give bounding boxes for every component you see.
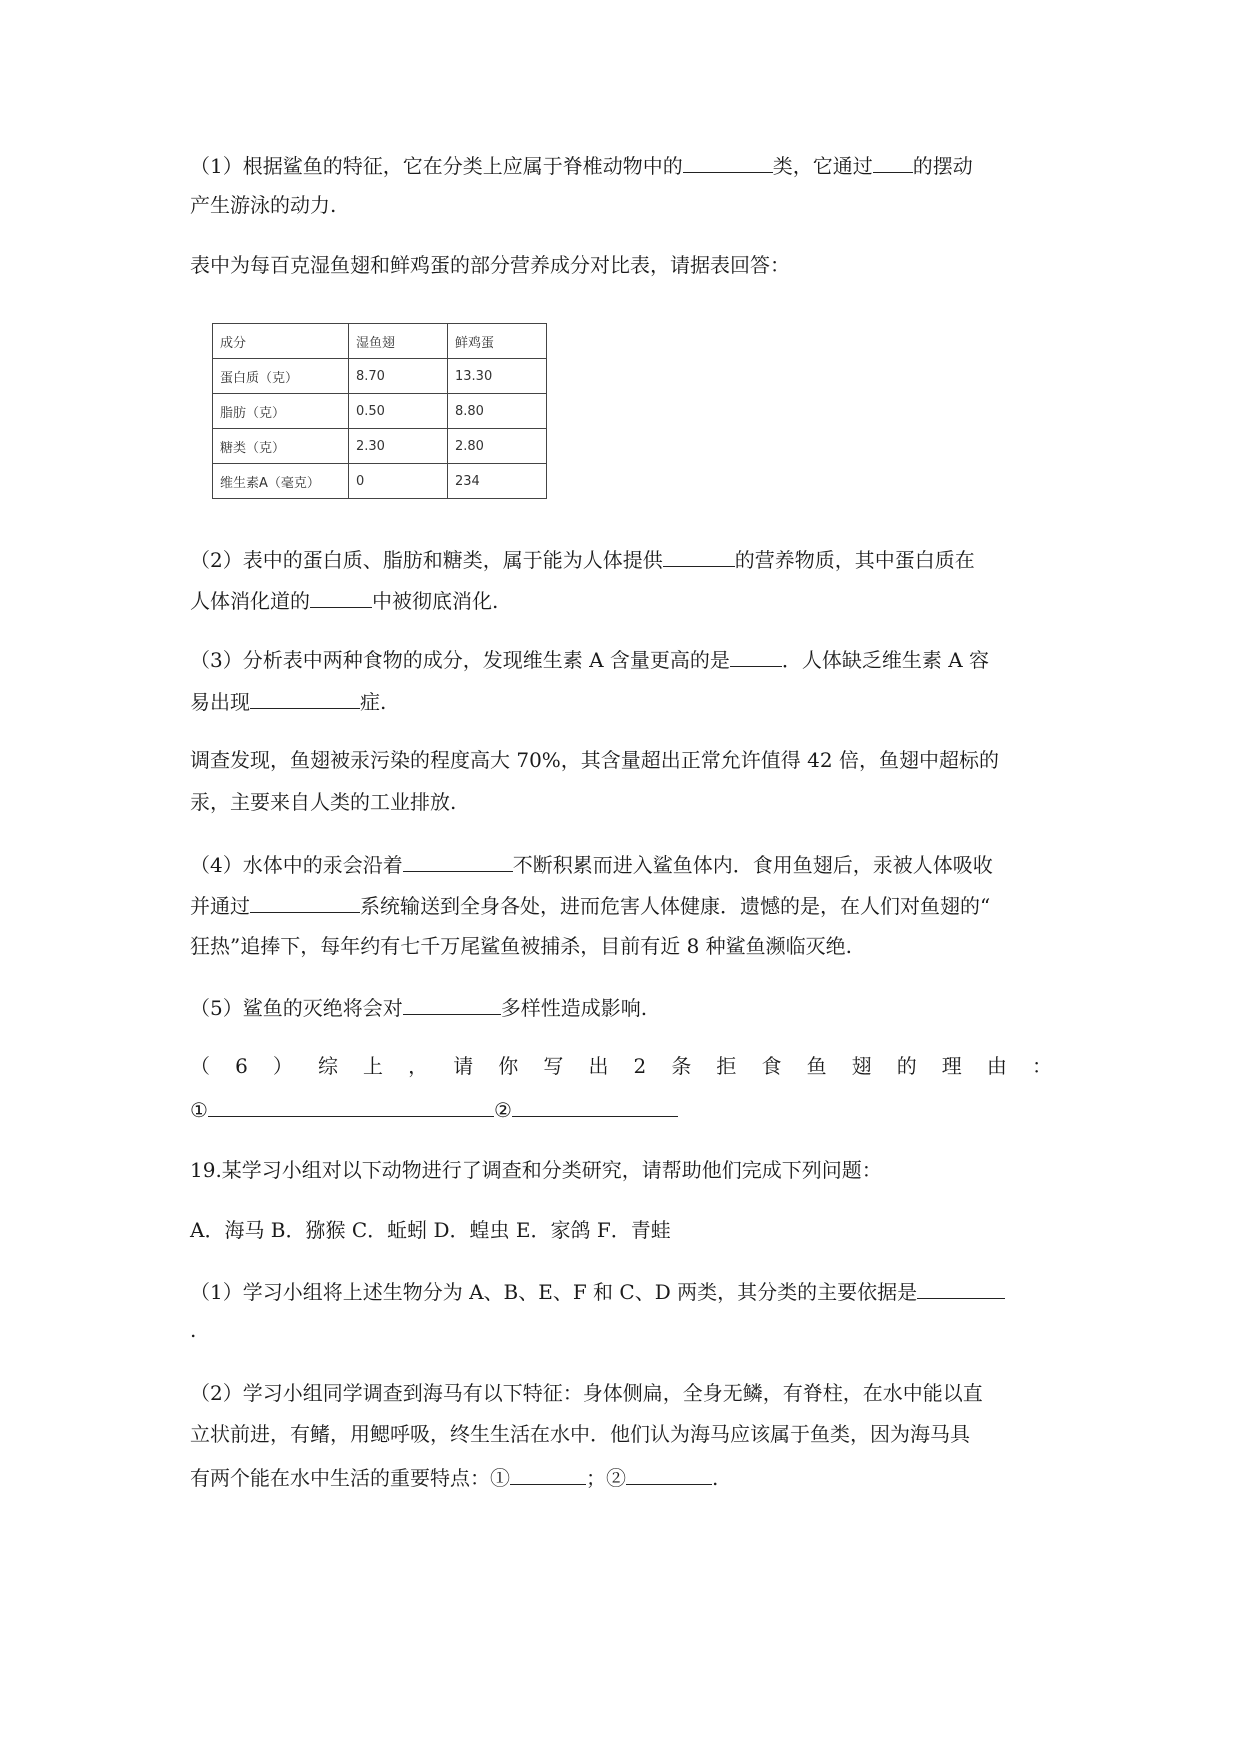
question-text: 的摆动 (912, 154, 973, 178)
question-3-line-1: （3）分析表中两种食物的成分，发现维生素 A 含量更高的是 ．人体缺乏维生素 A 容 (190, 644, 989, 674)
question-19-2-line-2: 立状前进，有鳍，用鳃呼吸，终生生活在水中．他们认为海马应该属于鱼类，因为海马具 (190, 1422, 970, 1446)
question-3-line-2: 易出现 症. (190, 686, 386, 716)
table-cell: 8.80 (448, 394, 547, 429)
question-6-line-2 (190, 1094, 678, 1124)
circled-number-2: ② (606, 1466, 626, 1490)
survey-line-2: 汞，主要来自人类的工业排放. (190, 790, 457, 814)
table-row (213, 359, 547, 394)
answer-blank[interactable] (403, 992, 501, 1015)
table-intro: 表中为每百克湿鱼翅和鲜鸡蛋的部分营养成分对比表，请据表回答： (190, 253, 790, 277)
table-cell: 13.30 (448, 359, 547, 394)
table-cell: 维生素A（毫克） (213, 464, 349, 499)
answer-blank[interactable] (208, 1094, 494, 1117)
table-cell: 脂肪（克） (213, 394, 349, 429)
question-19-title: 19.某学习小组对以下动物进行了调查和分类研究，请帮助他们完成下列问题： (190, 1158, 882, 1182)
question-19-options: A．海马 B．猕猴 C．蚯蚓 D．蝗虫 E．家鸽 F．青蛙 (190, 1218, 671, 1242)
question-6-line-1: （ 6 ） 综 上 ， 请 你 写 出 2 条 拒 食 鱼 翅 的 理 由 ： (190, 1054, 1052, 1078)
question-4-line-3: 狂热”追捧下，每年约有七千万尾鲨鱼被捕杀，目前有近 8 种鲨鱼濒临灭绝. (190, 934, 853, 958)
answer-blank[interactable] (626, 1462, 712, 1485)
answer-blank[interactable] (403, 849, 513, 872)
table-row (213, 429, 547, 464)
table-row (213, 394, 547, 429)
answer-blank[interactable] (683, 150, 773, 173)
question-text: 产生游泳的动力. (190, 193, 337, 217)
question-2-line-1: （2）表中的蛋白质、脂肪和糖类，属于能为人体提供 的营养物质，其中蛋白质在 (190, 544, 975, 574)
question-4-line-1: （4）水体中的汞会沿着 不断积累而进入鲨鱼体内．食用鱼翅后，汞被人体吸收 (190, 849, 993, 879)
table-cell: 蛋白质（克） (213, 359, 349, 394)
answer-blank[interactable] (873, 150, 913, 173)
answer-blank[interactable] (512, 1094, 678, 1117)
table-header-cell: 湿鱼翅 (349, 324, 448, 359)
table-header-cell: 成分 (213, 324, 349, 359)
answer-blank[interactable] (310, 585, 372, 608)
question-19-1-line-1: （1）学习小组将上述生物分为 A、B、E、F 和 C、D 两类，其分类的主要依据是 (190, 1276, 1005, 1306)
answer-blank[interactable] (663, 544, 735, 567)
question-5-line: （5）鲨鱼的灭绝将会对 多样性造成影响. (190, 992, 647, 1022)
table-cell: 8.70 (349, 359, 448, 394)
question-1-line-2 (190, 191, 336, 219)
circled-number-1: ① (190, 1098, 208, 1122)
question-text: 类，它通过 (772, 154, 873, 178)
question-19-2-line-3: 有两个能在水中生活的重要特点：① ；② . (190, 1462, 718, 1492)
table-cell: 2.80 (448, 429, 547, 464)
table-cell: 糖类（克） (213, 429, 349, 464)
question-4-line-2: 并通过 系统输送到全身各处，进而危害人体健康．遗憾的是，在人们对鱼翅的“ (190, 890, 990, 920)
answer-blank[interactable] (510, 1462, 586, 1485)
answer-blank[interactable] (250, 686, 360, 709)
nutrition-table (212, 323, 547, 499)
circled-number-1: ① (490, 1466, 510, 1490)
table-header-cell: 鲜鸡蛋 (448, 324, 547, 359)
answer-blank[interactable] (250, 890, 360, 913)
table-cell: 0 (349, 464, 448, 499)
table-header-row (213, 324, 547, 359)
table-cell: 2.30 (349, 429, 448, 464)
question-text: （1）根据鲨鱼的特征，它在分类上应属于脊椎动物中的 (190, 154, 683, 178)
table-row (213, 464, 547, 499)
question-2-line-2: 人体消化道的 中被彻底消化. (190, 585, 498, 615)
answer-blank[interactable] (730, 644, 782, 667)
table-cell: 0.50 (349, 394, 448, 429)
table-cell: 234 (448, 464, 547, 499)
question-19-1-line-2: . (190, 1318, 197, 1342)
circled-number-2: ② (493, 1098, 512, 1122)
question-19-2-line-1: （2）学习小组同学调查到海马有以下特征：身体侧扁，全身无鳞，有脊柱，在水中能以直 (190, 1381, 983, 1405)
question-1-line-1 (190, 150, 973, 180)
answer-blank[interactable] (917, 1276, 1005, 1299)
survey-line-1: 调查发现，鱼翅被汞污染的程度高大 70%，其含量超出正常允许值得 42 倍，鱼翅中超标的 (190, 748, 999, 772)
